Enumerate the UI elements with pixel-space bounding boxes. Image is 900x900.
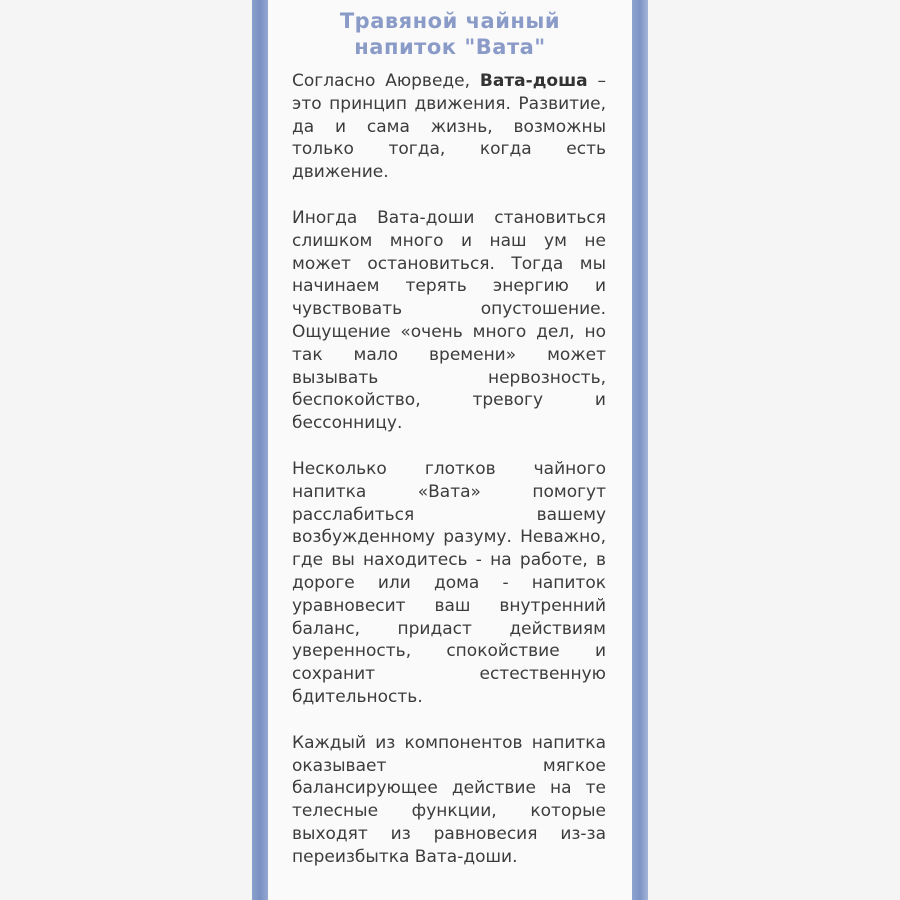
package-side-panel [268, 0, 632, 900]
description-text [292, 70, 606, 892]
paragraph-3: Несколько глотков чайного напитка «Вата» помогут расслабиться вашему возбужденному разуму. Неважно, где вы находитесь - на работе, в дороге или дома - напиток уравновесит ваш внутренний баланс, придаст действиям уверенность, спокойствие и сохранит естественную бдительность. [292, 458, 606, 707]
paragraph-1 [292, 70, 606, 184]
title-line-1: Травяной чайный [339, 9, 561, 33]
box-left-edge [252, 0, 268, 900]
paragraph-4: Каждый из компонентов напитка оказывает мягкое балансирующее действие на те телесные функции, которые выходят из равновесия из-за переизбытка Вата-доши. [292, 732, 606, 867]
paragraph-1-intro: Согласно Аюрведе, [292, 71, 480, 91]
paragraph-1-term: Вата-доша [479, 71, 588, 91]
box-right-edge [632, 0, 648, 900]
title-line-2: напиток "Вата" [354, 35, 546, 59]
paragraph-2: Иногда Вата-доши становиться слишком много и наш ум не может остановиться. Тогда мы начинаем терять энергию и чувствовать опустошение. Ощущение «очень много дел, но так мало времени» может вызывать нервозность, беспокойство, тревогу и бессонницу. [292, 207, 606, 434]
product-title [268, 8, 632, 60]
paragraph-1-rest: – это принцип движения. Развитие, да и сама жизнь, возможны только тогда, когда есть движение. [292, 71, 606, 183]
